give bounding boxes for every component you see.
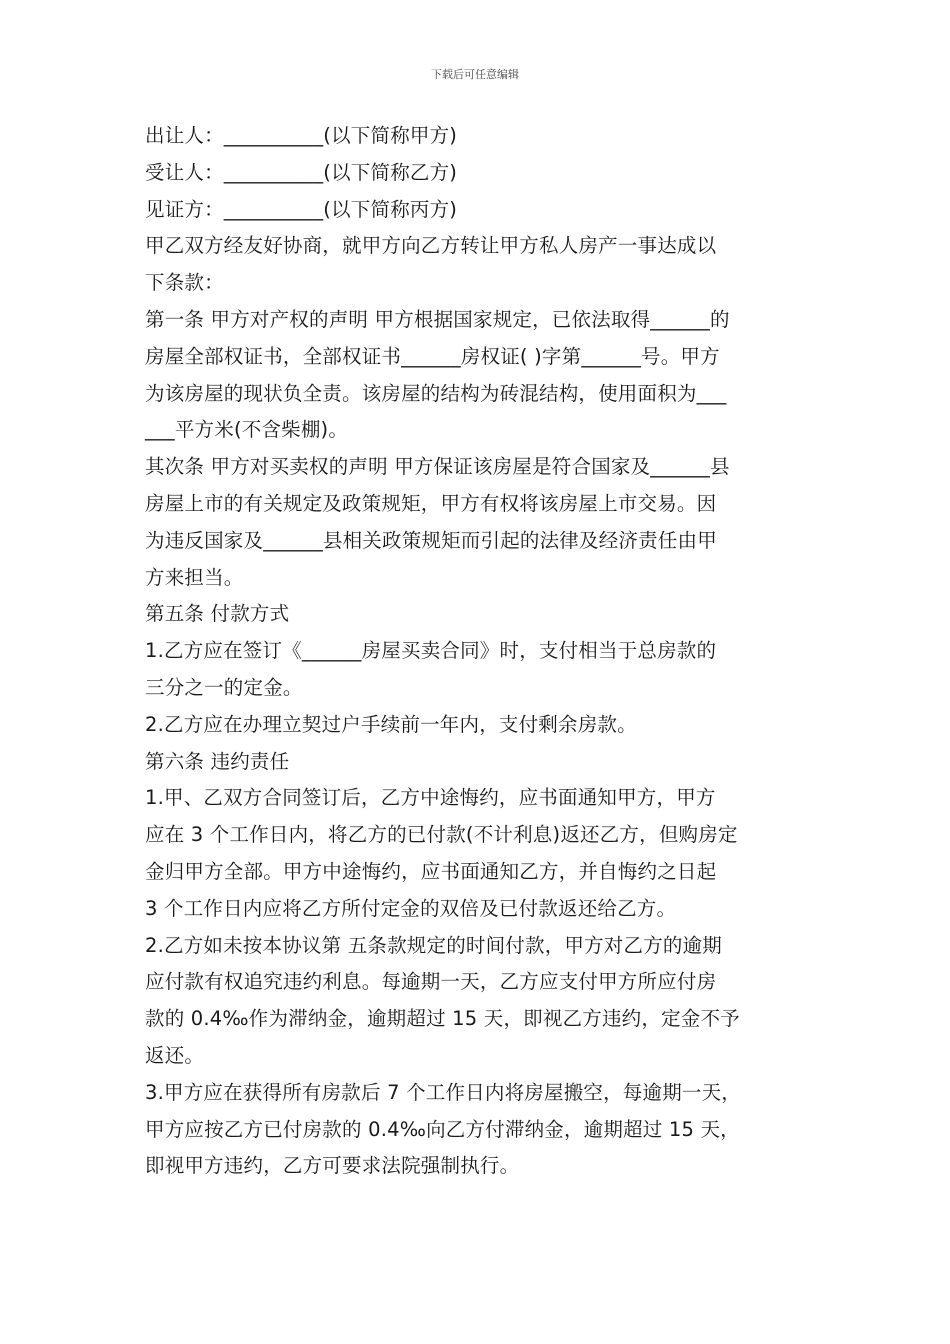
text-line: 3 个工作日内应将乙方所付定金的双倍及已付款返还给乙方。 (145, 896, 677, 920)
text-line: 甲乙双方经友好协商，就甲方向乙方转让甲方私人房产一事达成以 (145, 234, 717, 258)
text-line: 第五条 付款方式 (145, 602, 290, 626)
contract-body (145, 118, 835, 1185)
text-line: 金归甲方全部。甲方中途悔约，应书面通知乙方，并自悔约之日起 (145, 859, 717, 883)
text-line: 下条款： (145, 271, 224, 295)
text-line: 第六条 违约责任 (145, 749, 290, 773)
text-line: 其次条 甲方对买卖权的声明 甲方保证该房屋是符合国家及______县 (145, 455, 730, 479)
text-line: 款的 0.4‰作为滞纳金，逾期超过 15 天，即视乙方违约，定金不予 (145, 1007, 740, 1031)
text-line: 房屋上市的有关规定及政策规矩，甲方有权将该房屋上市交易。因 (145, 491, 717, 515)
text-line: 应在 3 个工作日内，将乙方的已付款(不计利息)返还乙方，但购房定 (145, 823, 738, 847)
text-line: 第一条 甲方对产权的声明 甲方根据国家规定，已依法取得______的 (145, 307, 730, 331)
text-line: 出让人：__________(以下简称甲方) (145, 124, 458, 147)
text-line: 见证方：__________(以下简称丙方) (145, 197, 458, 221)
text-line: 即视甲方违约，乙方可要求法院强制执行。 (145, 1154, 520, 1178)
text-line: 应付款有权追究违约利息。每逾期一天，乙方应支付甲方所应付房 (145, 970, 717, 994)
text-line: 为违反国家及______县相关政策规矩而引起的法律及经济责任由甲 (145, 528, 717, 552)
page-header: 下载后可任意编辑 (431, 68, 519, 81)
text-line: 1.乙方应在签订《______房屋买卖合同》时，支付相当于总房款的 (145, 639, 717, 663)
text-line: 受让人：__________(以下简称乙方) (145, 160, 458, 184)
text-line: 甲方应按乙方已付房款的 0.4‰向乙方付滞纳金，逾期超过 15 天， (145, 1117, 740, 1141)
text-line: ___平方米(不含柴棚)。 (145, 418, 349, 442)
text-line: 1.甲、乙双方合同签订后，乙方中途悔约，应书面通知甲方，甲方 (145, 786, 716, 810)
text-line: 为该房屋的现状负全责。该房屋的结构为砖混结构，使用面积为___ (145, 381, 727, 405)
text-line: 2.乙方应在办理立契过户手续前一年内，支付剩余房款。 (145, 712, 637, 736)
text-line: 房屋全部权证书，全部权证书______房权证( )字第______号。甲方 (145, 344, 720, 368)
text-line: 2.乙方如未按本协议第 五条款规定的时间付款，甲方对乙方的逾期 (145, 933, 723, 957)
text-line: 返还。 (145, 1043, 205, 1067)
text-line: 方来担当。 (145, 565, 244, 589)
text-line: 三分之一的定金。 (145, 675, 303, 699)
text-line: 3.甲方应在获得所有房款后 7 个工作日内将房屋搬空，每逾期一天， (145, 1080, 742, 1104)
